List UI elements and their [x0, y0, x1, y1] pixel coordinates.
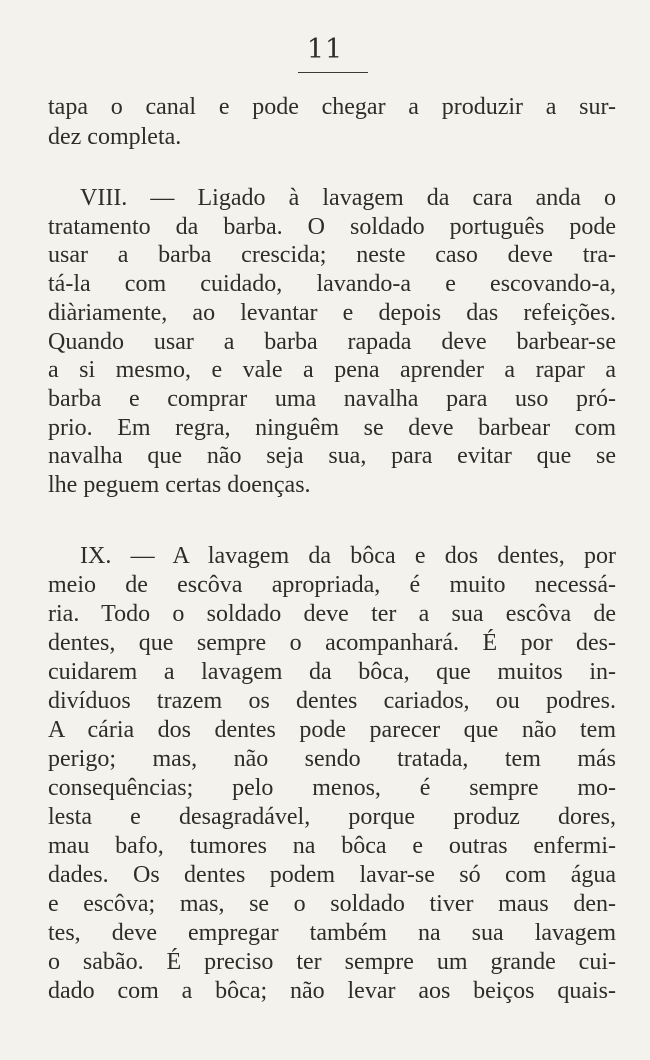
- page-number-rule: [298, 72, 368, 73]
- page-number: 11: [306, 34, 344, 65]
- text-line: prio. Em regra, ninguêm se deve barbear com: [48, 414, 616, 441]
- text-line: e escôva; mas, se o soldado tiver maus den-: [48, 891, 616, 917]
- text-line: dades. Os dentes podem lavar-se só com água: [48, 862, 616, 888]
- text-line: tes, deve empregar também na sua lavagem: [48, 920, 616, 946]
- text-line: meio de escôva apropriada, é muito necessá-: [48, 572, 616, 598]
- text-line: navalha que não seja sua, para evitar que se: [48, 443, 616, 470]
- text-line: usar a barba crescida; neste caso deve tra-: [48, 242, 616, 269]
- text-line: VIII. — Ligado à lavagem da cara anda o: [80, 185, 616, 211]
- text-line: consequências; pelo menos, é sempre mo-: [48, 775, 616, 801]
- text-line: ria. Todo o soldado deve ter a sua escôva de: [48, 601, 616, 627]
- text-line: tá-la com cuidado, lavando-a e escovando-a,: [48, 271, 616, 298]
- text-line: barba e comprar uma navalha para uso pró-: [48, 385, 616, 412]
- text-line: perigo; mas, não sendo tratada, tem más: [48, 746, 616, 772]
- text-line: tapa o canal e pode chegar a produzir a sur-: [48, 94, 616, 120]
- text-line: A cária dos dentes pode parecer que não tem: [48, 717, 616, 743]
- text-line: lesta e desagradável, porque produz dores,: [48, 804, 616, 830]
- text-line: cuidarem a lavagem da bôca, que muitos in-: [48, 659, 616, 685]
- text-line: mau bafo, tumores na bôca e outras enfermi-: [48, 833, 616, 859]
- text-line: o sabão. É preciso ter sempre um grande cui-: [48, 949, 616, 975]
- text-line: divíduos trazem os dentes cariados, ou podres.: [48, 688, 616, 714]
- text-line: diàriamente, ao levantar e depois das refeições.: [48, 299, 616, 326]
- text-line: dez completa.: [48, 124, 182, 150]
- text-line: a si mesmo, e vale a pena aprender a rapar a: [48, 357, 616, 384]
- text-line: lhe peguem certas doenças.: [48, 472, 311, 498]
- text-line: dentes, que sempre o acompanhará. É por des-: [48, 630, 616, 656]
- text-line: Quando usar a barba rapada deve barbear-se: [48, 328, 616, 355]
- text-line: dado com a bôca; não levar aos beiços quais-: [48, 978, 616, 1004]
- text-line: IX. — A lavagem da bôca e dos dentes, por: [80, 543, 616, 569]
- text-line: tratamento da barba. O soldado português pode: [48, 213, 616, 240]
